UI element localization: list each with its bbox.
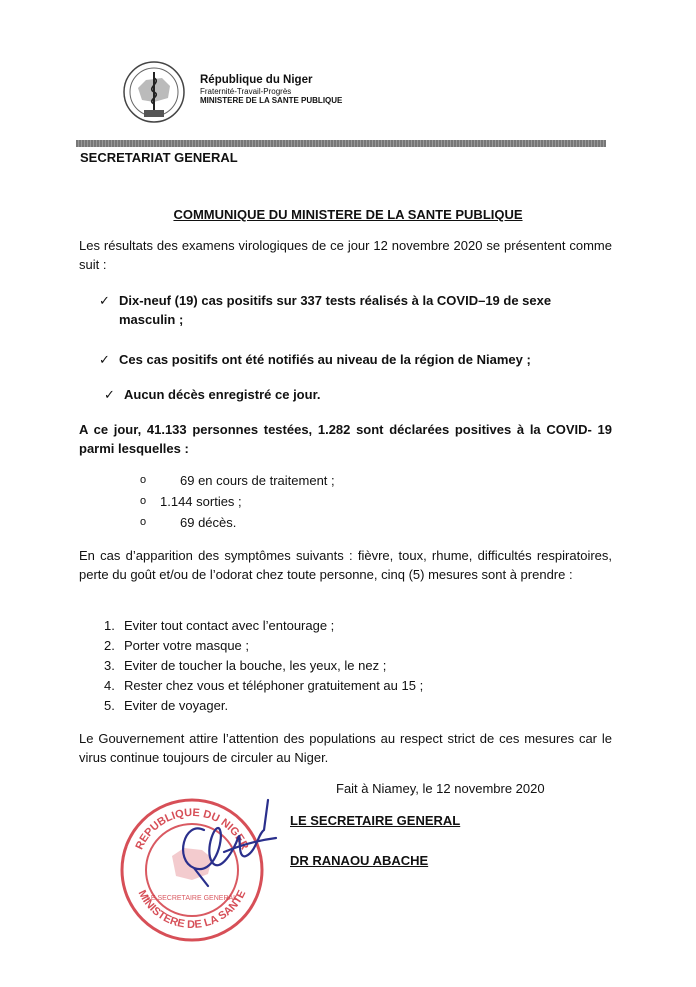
- measure-text: Rester chez vous et téléphoner gratuitement au 15 ;: [124, 678, 424, 693]
- list-item: [104, 636, 584, 656]
- stat-text: 1.144 sorties ;: [160, 494, 242, 509]
- check-item-text: Ces cas positifs ont été notifiés au niveau de la région de Niamey ;: [119, 352, 531, 367]
- bullet-icon: o: [140, 516, 147, 528]
- signatory-title: LE SECRETAIRE GENERAL: [290, 813, 461, 828]
- list-item: [140, 513, 440, 532]
- list-item: [104, 616, 584, 636]
- signatory-name: DR RANAOU ABACHE: [290, 853, 429, 868]
- ministry-logo-icon: [122, 60, 186, 124]
- measure-text: Eviter de toucher la bouche, les yeux, le nez ;: [124, 658, 387, 673]
- stat-text: 69 décès.: [180, 515, 237, 530]
- check-item: [99, 291, 611, 329]
- list-item: [104, 656, 584, 676]
- list-number: 3.: [104, 658, 115, 673]
- symptoms-paragraph: En cas d’apparition des symptômes suivants : fièvre, toux, rhume, difficultés respiratoires, perte du goût et/ou de l’odorat chez toute personne, cinq (5) mesures sont à prendre :: [79, 548, 612, 582]
- list-item: [140, 492, 440, 511]
- measure-text: Porter votre masque ;: [124, 638, 249, 653]
- stamp-center-text: LE SECRETAIRE GENERAL: [146, 895, 238, 902]
- place-date: Fait à Niamey, le 12 novembre 2020: [336, 781, 545, 796]
- closing-paragraph: Le Gouvernement attire l’attention des populations au respect strict de ces mesures car le virus continue toujours de circuler au Niger.: [79, 731, 612, 765]
- intro-paragraph: Les résultats des examens virologiques de ce jour 12 novembre 2020 se présentent comme suit :: [79, 238, 612, 272]
- list-number: 5.: [104, 698, 115, 713]
- checkmark-icon: ✓: [104, 387, 115, 402]
- stat-text: 69 en cours de traitement ;: [180, 473, 335, 488]
- measure-text: Eviter de voyager.: [124, 698, 229, 713]
- bullet-icon: o: [140, 495, 147, 507]
- list-number: 2.: [104, 638, 115, 653]
- summary-paragraph: A ce jour, 41.133 personnes testées, 1.282 sont déclarées positives à la COVID- 19 parmi lesquelles :: [79, 422, 612, 456]
- list-item: [140, 471, 440, 490]
- check-item-text: Dix-neuf (19) cas positifs sur 337 tests réalisés à la COVID–19 de sexe masculin ;: [119, 293, 552, 327]
- check-item: [99, 350, 619, 369]
- checkmark-icon: ✓: [99, 293, 110, 308]
- motto: Fraternité-Travail-Progrès: [200, 87, 292, 97]
- list-number: 4.: [104, 678, 115, 693]
- country-name: République du Niger: [200, 74, 313, 86]
- letterhead: [200, 74, 342, 106]
- stamp-bottom-text: MINISTERE DE LA SANTE: [135, 888, 249, 932]
- stamp-top-text: REPUBLIQUE DU NIGER: [133, 806, 251, 852]
- check-item: [104, 385, 604, 404]
- bullet-icon: o: [140, 474, 147, 486]
- list-item: [104, 696, 584, 716]
- ministry-name: MINISTERE DE LA SANTE PUBLIQUE: [200, 96, 343, 106]
- list-item: [104, 676, 584, 696]
- list-number: 1.: [104, 618, 115, 633]
- measure-text: Eviter tout contact avec l’entourage ;: [124, 618, 335, 633]
- checkmark-icon: ✓: [99, 352, 110, 367]
- secretariat-label: SECRETARIAT GENERAL: [80, 150, 238, 165]
- handwritten-signature: [164, 790, 284, 890]
- page-title: COMMUNIQUE DU MINISTERE DE LA SANTE PUBLIQUE: [173, 207, 523, 222]
- check-item-text: Aucun décès enregistré ce jour.: [124, 387, 321, 402]
- header-divider: [76, 140, 606, 147]
